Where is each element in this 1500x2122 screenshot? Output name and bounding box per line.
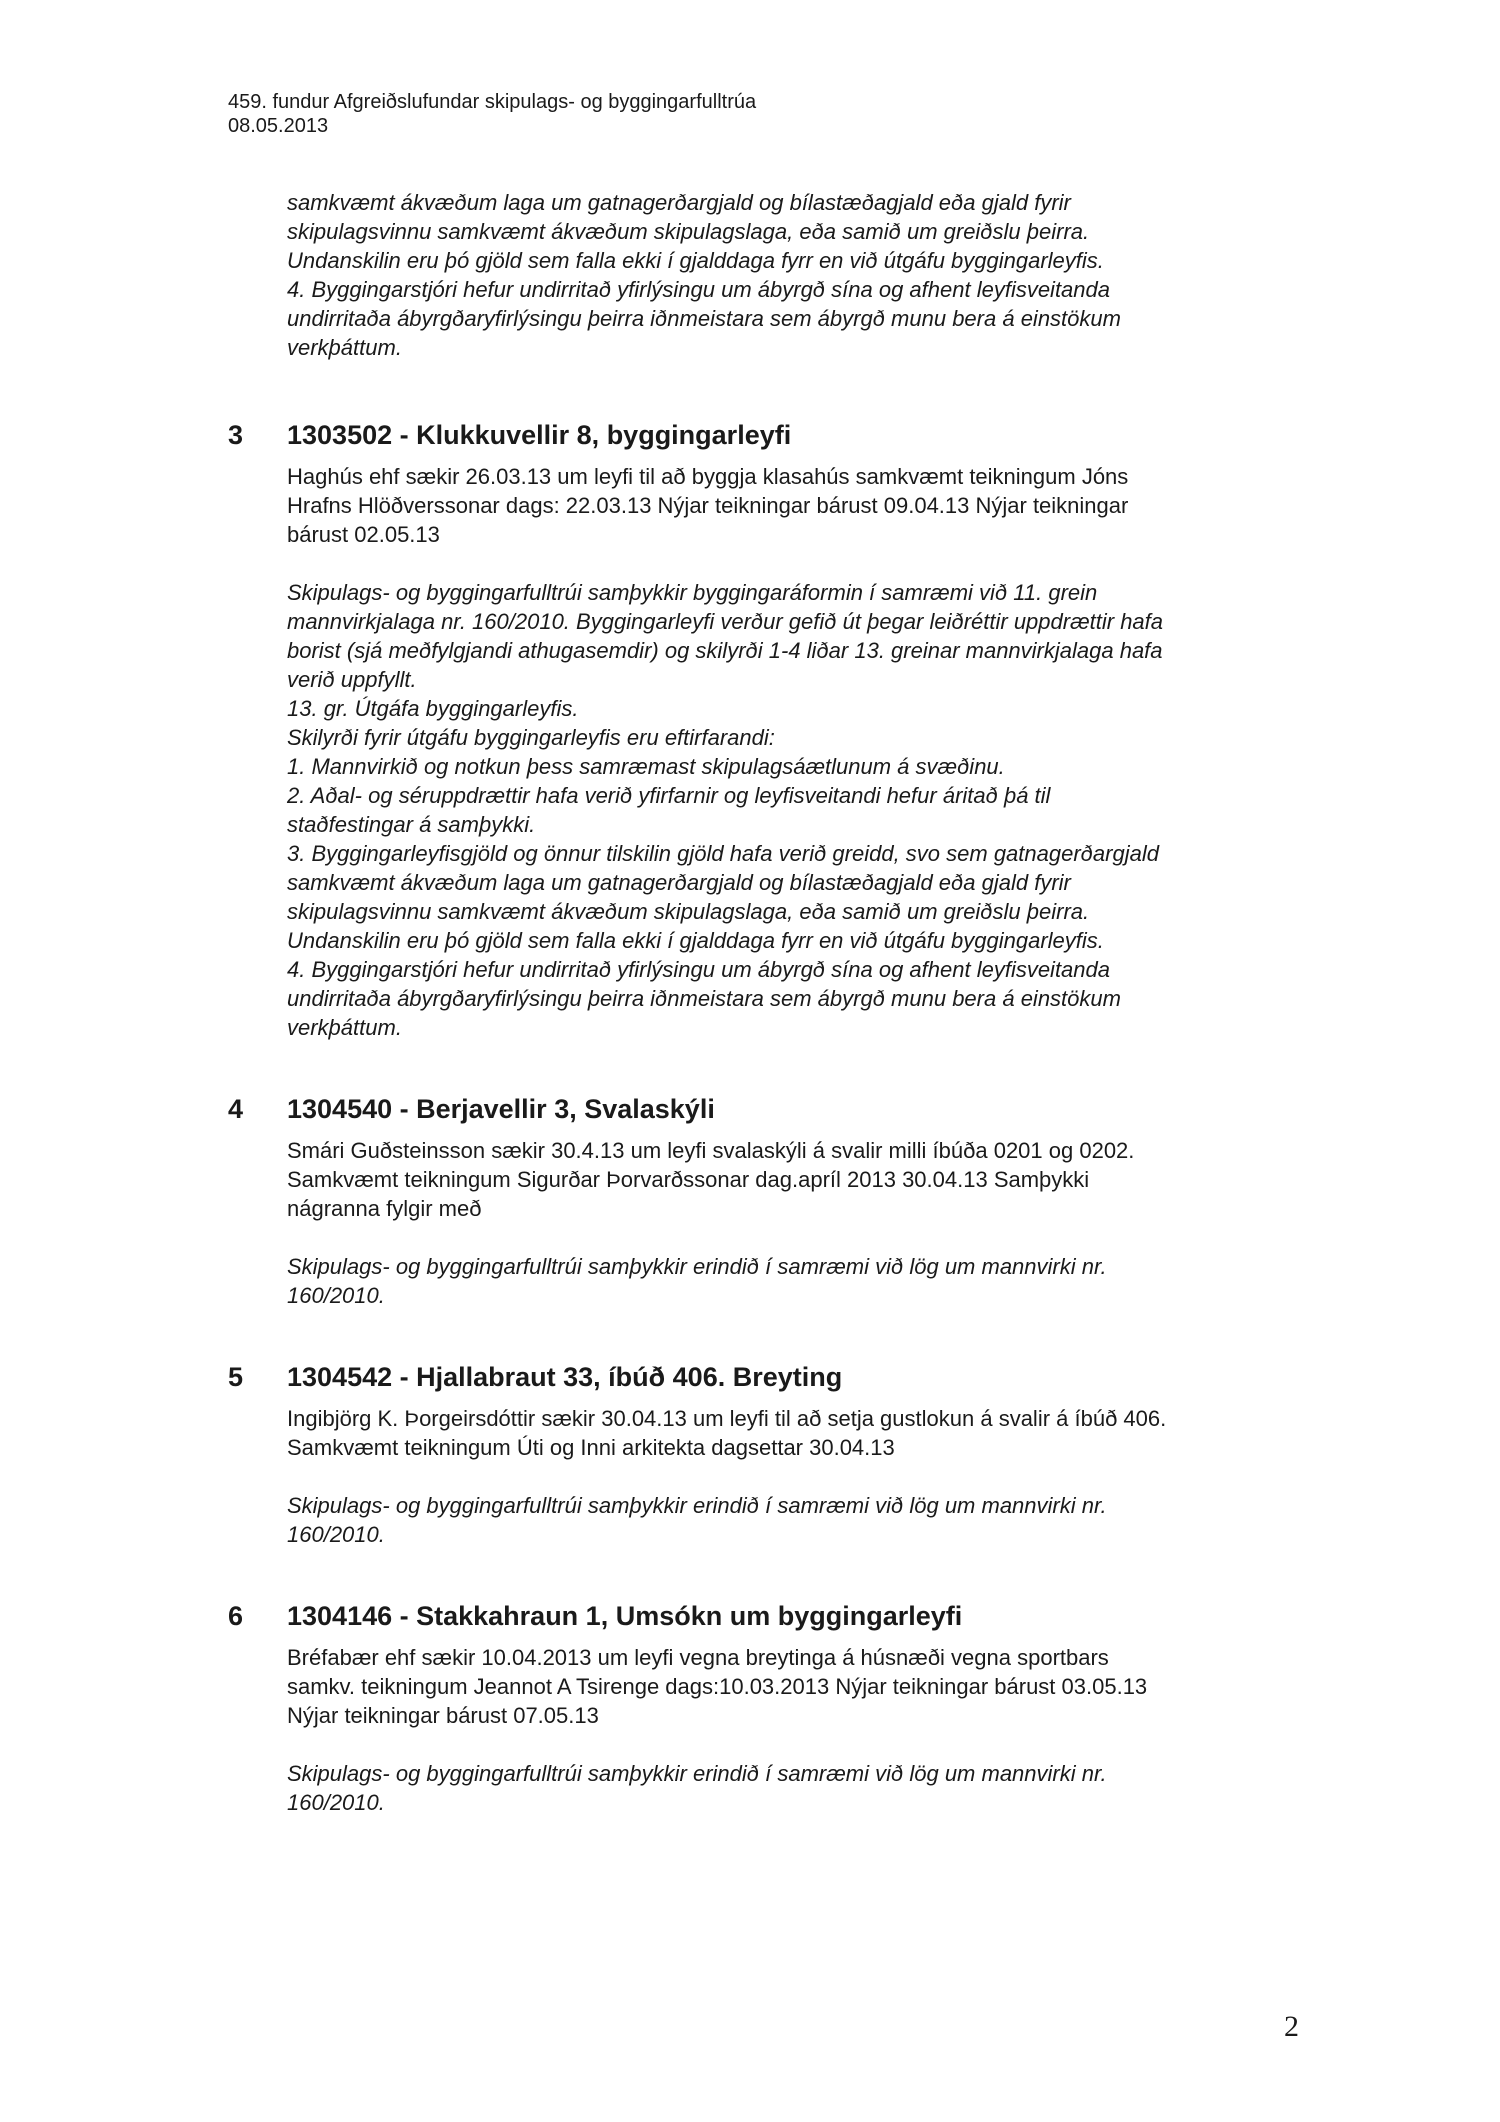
agenda-item-3 xyxy=(228,418,1358,1042)
agenda-item-title: 1303502 - Klukkuvellir 8, byggingarleyfi xyxy=(287,420,792,450)
page-header xyxy=(228,90,756,138)
agenda-item-decision: Skipulags- og byggingarfulltrúi samþykkir erindið í samræmi við lög um mannvirki nr. 160/2010. xyxy=(287,1493,1107,1547)
agenda-item-4 xyxy=(228,1092,1358,1310)
agenda-item-number: 3 xyxy=(228,420,244,450)
page-number: 2 xyxy=(1284,2010,1299,2043)
agenda-item-decision: Skipulags- og byggingarfulltrúi samþykkir erindið í samræmi við lög um mannvirki nr. 160/2010. xyxy=(287,1254,1107,1308)
agenda-item-title: 1304540 - Berjavellir 3, Svalaskýli xyxy=(287,1094,715,1124)
agenda-item-6 xyxy=(228,1599,1358,1817)
agenda-item-title: 1304542 - Hjallabraut 33, íbúð 406. Breyting xyxy=(287,1362,843,1392)
agenda-item-description: Bréfabær ehf sækir 10.04.2013 um leyfi vegna breytinga á húsnæði vegna sportbars samkv. teikningum Jeannot A Tsirenge dags:10.03.2013 Nýjar teikningar bárust 03.05.13 Nýjar teikningar bárust 07.05.13 xyxy=(287,1645,1148,1728)
agenda-item-decision: Skipulags- og byggingarfulltrúi samþykkir byggingaráformin í samræmi við 11. grein mannvirkjalaga nr. 160/2010. Byggingarleyfi verður gefið út þegar leiðréttir uppdrættir hafa borist (sjá meðfylgjandi athugasemdir) og skilyrði 1-4 liðar 13. greinar mannvirkjalaga hafa verið uppfyllt. 13. gr. Útgáfa byggingarleyfis. Skilyrði fyrir útgáfu byggingarleyfis eru eftirfarandi: 1. Mannvirkið og notkun þess samræmast skipulagsáætlunum á svæðinu. 2. Aðal- og séruppdrættir hafa verið yfirfarnir og leyfisveitandi hefur áritað þá til staðfestingar á samþykki. 3. Byggingarleyfisgjöld og önnur tilskilin gjöld hafa verið greidd, svo sem gatnagerðargjald samkvæmt ákvæðum laga um gatnagerðargjald og bílastæðagjald eða gjald fyrir skipulagsvinnu samkvæmt ákvæðum skipulagslaga, eða samið um greiðslu þeirra. Undanskilin eru þó gjöld sem falla ekki í gjalddaga fyrr en við útgáfu byggingarleyfis. 4. Byggingarstjóri hefur undirritað yfirlýsingu um ábyrgð sína og afhent leyfisveitanda undirritaða ábyrgðaryfirlýsingu þeirra iðnmeistara sem ábyrgð munu bera á einstökum verkþáttum. xyxy=(287,580,1164,1040)
agenda-item-number: 6 xyxy=(228,1601,244,1631)
meeting-title: 459. fundur Afgreiðslufundar skipulags- og byggingarfulltrúa xyxy=(228,91,757,113)
continued-conditions-text: samkvæmt ákvæðum laga um gatnagerðargjald og bílastæðagjald eða gjald fyrir skipulagsvinnu samkvæmt ákvæðum skipulagslaga, eða samið um greiðslu þeirra. Undanskilin eru þó gjöld sem falla ekki í gjalddaga fyrr en við útgáfu byggingarleyfis. 4. Byggingarstjóri hefur undirritað yfirlýsingu um ábyrgð sína og afhent leyfisveitanda undirritaða ábyrgðaryfirlýsingu þeirra iðnmeistara sem ábyrgð munu bera á einstökum verkþáttum. xyxy=(287,190,1121,360)
agenda-item-description: Haghús ehf sækir 26.03.13 um leyfi til að byggja klasahús samkvæmt teikningum Jóns Hrafns Hlöðverssonar dags: 22.03.13 Nýjar teikningar bárust 09.04.13 Nýjar teikningar bárust 02.05.13 xyxy=(287,464,1129,547)
agenda-item-heading xyxy=(228,1092,1358,1126)
agenda-item-decision: Skipulags- og byggingarfulltrúi samþykkir erindið í samræmi við lög um mannvirki nr. 160/2010. xyxy=(287,1761,1107,1815)
agenda-item-description: Ingibjörg K. Þorgeirsdóttir sækir 30.04.13 um leyfi til að setja gustlokun á svalir á íbúð 406. Samkvæmt teikningum Úti og Inni arkitekta dagsettar 30.04.13 xyxy=(287,1406,1167,1460)
agenda-item-description: Smári Guðsteinsson sækir 30.4.13 um leyfi svalaskýli á svalir milli íbúða 0201 og 0202. Samkvæmt teikningum Sigurðar Þorvarðssonar dag.apríl 2013 30.04.13 Samþykki nágranna fylgir með xyxy=(287,1138,1135,1221)
meeting-date: 08.05.2013 xyxy=(228,115,329,137)
agenda-item-heading xyxy=(228,1599,1358,1633)
agenda-item-title: 1304146 - Stakkahraun 1, Umsókn um byggingarleyfi xyxy=(287,1601,963,1631)
agenda-item-5 xyxy=(228,1360,1358,1549)
agenda-item-heading xyxy=(228,418,1358,452)
agenda-item-heading xyxy=(228,1360,1358,1394)
agenda-item-number: 5 xyxy=(228,1362,244,1392)
agenda-item-number: 4 xyxy=(228,1094,244,1124)
